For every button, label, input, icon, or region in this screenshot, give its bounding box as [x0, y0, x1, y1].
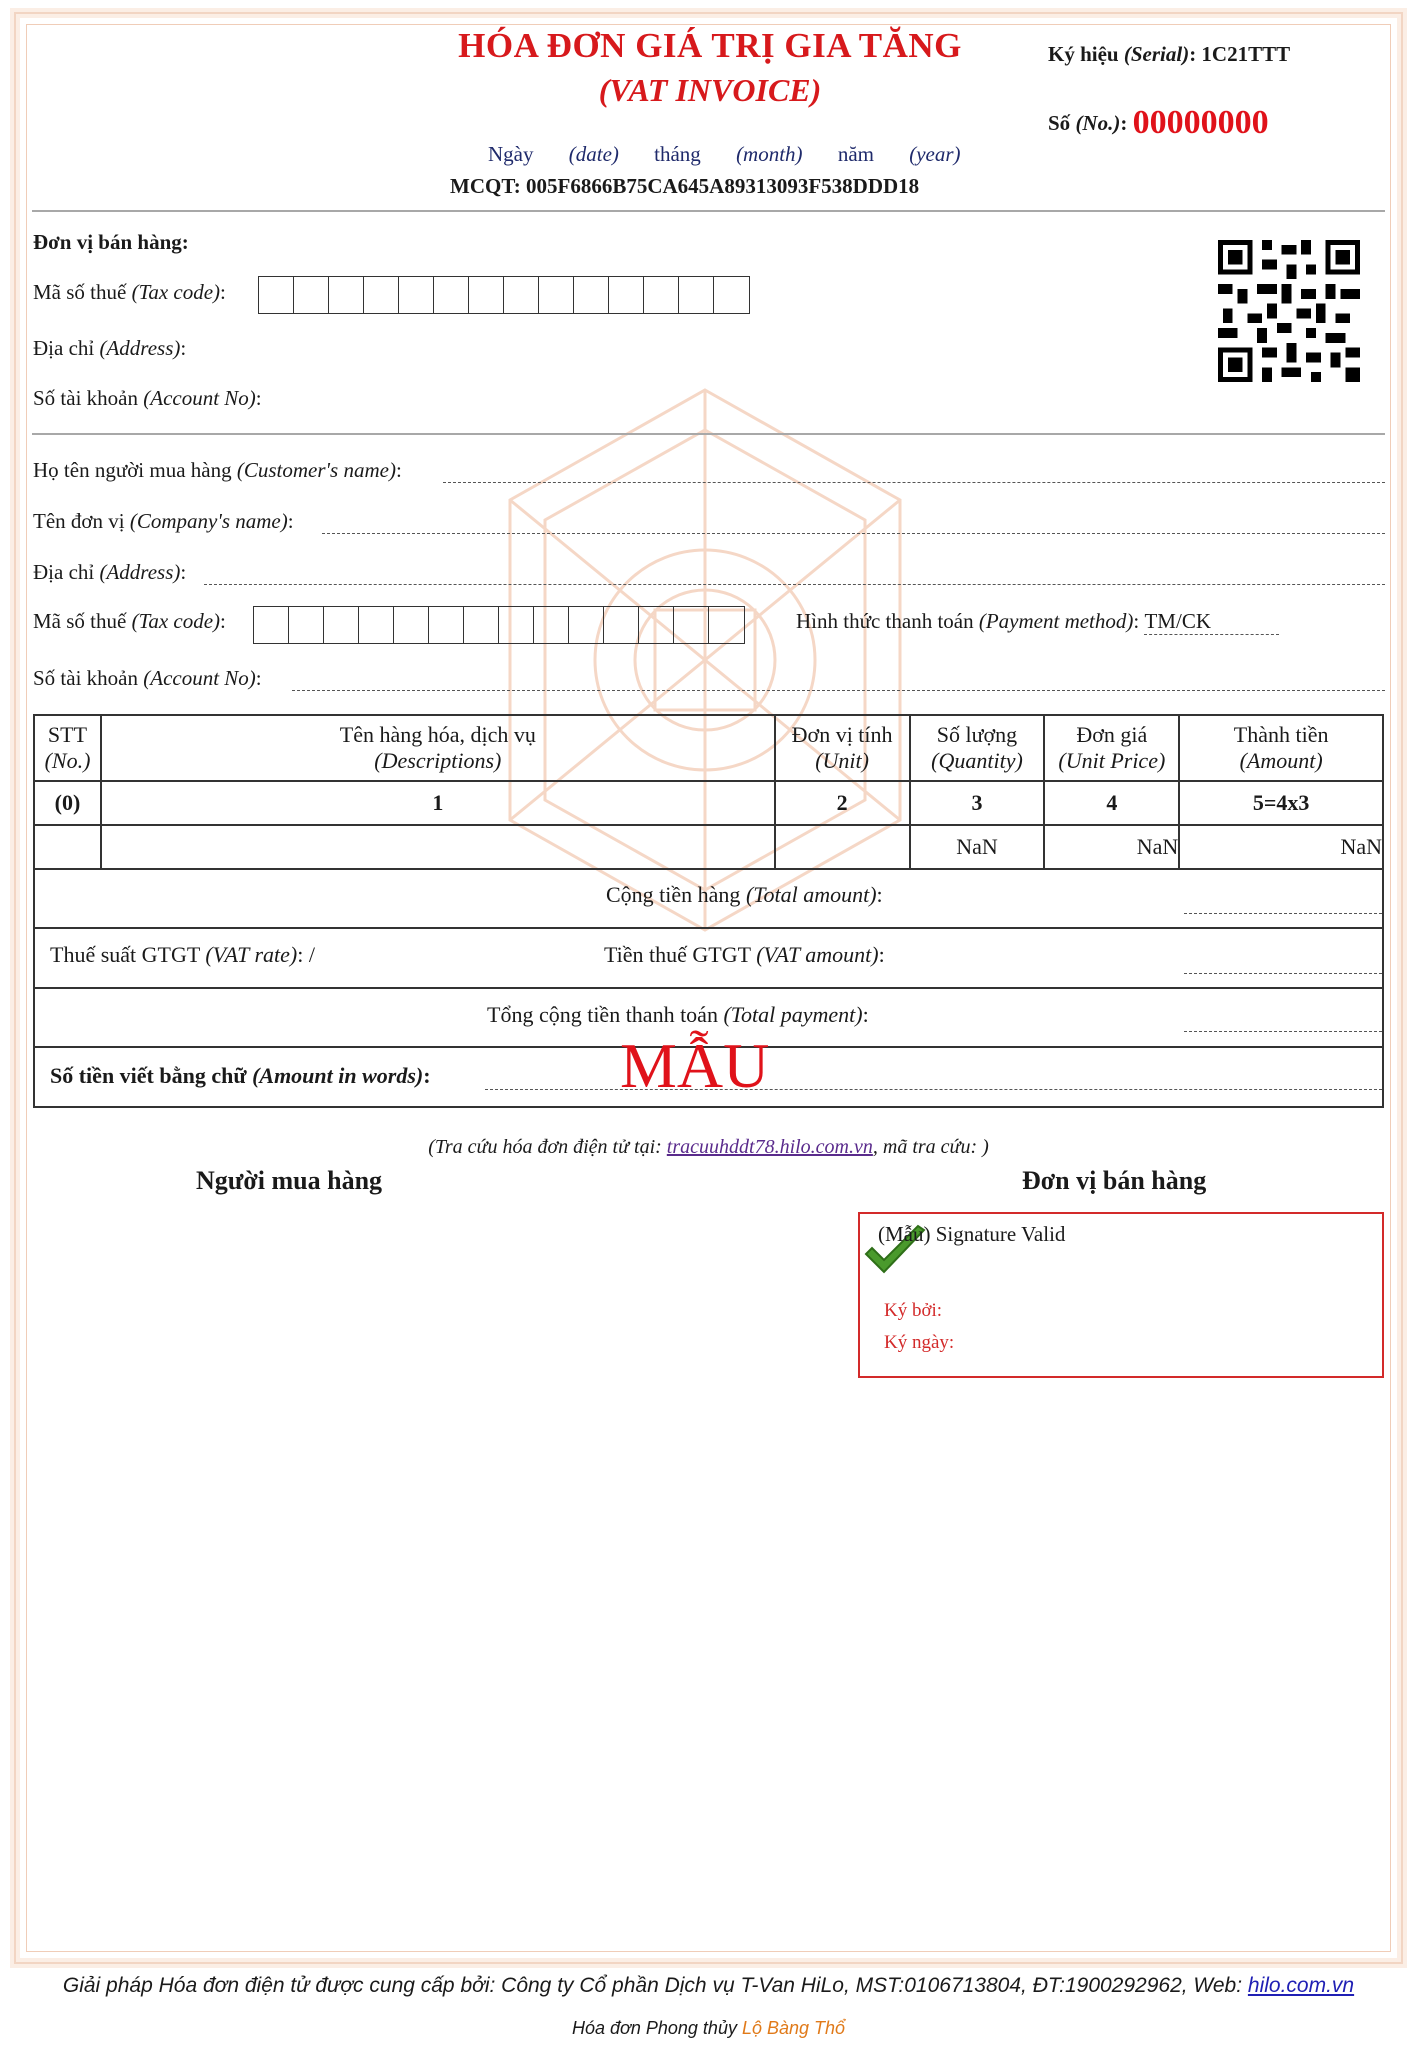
table-header-row: [34, 715, 1383, 781]
table-cell: 2: [775, 781, 910, 825]
table-cell: NaN: [1179, 825, 1383, 869]
seller-heading: Đơn vị bán hàng:: [33, 230, 189, 254]
table-row: [34, 825, 1383, 869]
table-cell: [34, 825, 101, 869]
invoice-subtitle: (VAT INVOICE): [598, 72, 822, 108]
signed-by-label: Ký bởi:: [884, 1300, 943, 1321]
column-header: Thành tiền (Amount): [1179, 715, 1383, 781]
amount-words-label: Số tiền viết bằng chữ (Amount in words):: [50, 1063, 431, 1088]
seller-tax-label: Mã số thuế (Tax code):: [33, 280, 226, 304]
column-header: Đơn vị tính (Unit): [775, 715, 910, 781]
company-name-label: Tên đơn vị (Company's name):: [33, 509, 294, 533]
column-header: STT (No.): [34, 715, 101, 781]
table-cell: 4: [1044, 781, 1179, 825]
buyer-address-label: Địa chỉ (Address):: [33, 560, 187, 584]
sample-stamp: MẪU: [620, 1030, 770, 1101]
table-cell: 1: [101, 781, 775, 825]
total-amount-value: [1184, 912, 1382, 914]
buyer-account-label: Số tài khoản (Account No):: [33, 666, 262, 690]
divider: [32, 433, 1385, 435]
total-payment-label: Tổng cộng tiền thanh toán (Total payment):: [487, 1002, 869, 1027]
buyer-account-input[interactable]: [292, 689, 1385, 691]
seller-account-label: Số tài khoản (Account No):: [33, 386, 262, 410]
buyer-tax-boxes[interactable]: [253, 606, 745, 644]
seller-tax-boxes[interactable]: [258, 276, 750, 314]
customer-name-input[interactable]: [443, 481, 1385, 483]
signed-date-label: Ký ngày:: [884, 1332, 955, 1353]
table-cell: NaN: [1044, 825, 1179, 869]
seller-address-label: Địa chỉ (Address):: [33, 336, 187, 360]
total-amount-label: Cộng tiền hàng (Total amount):: [606, 882, 883, 907]
column-header: Tên hàng hóa, dịch vụ (Descriptions): [101, 715, 775, 781]
buyer-address-input[interactable]: [204, 583, 1385, 585]
footer-subline: Hóa đơn Phong thủy Lộ Bàng Thổ: [571, 2018, 846, 2038]
lookup-link[interactable]: tracuuhddt78.hilo.com.vn: [666, 1136, 873, 1158]
vat-amount-label: Tiền thuế GTGT (VAT amount):: [604, 942, 885, 967]
provider-footer: Giải pháp Hóa đơn điện tử được cung cấp bởi: Công ty Cổ phần Dịch vụ T-Van HiLo, MST:0106713804, ĐT:1900292962, Web: hilo.com.vn: [62, 1974, 1355, 1997]
date-line: Ngày (date) tháng (month) năm (year): [488, 142, 961, 166]
qr-code: [1218, 240, 1360, 382]
signature-valid-text: (Mẫu) Signature Valid: [878, 1222, 1066, 1246]
seller-signature-heading: Đơn vị bán hàng: [1022, 1166, 1207, 1195]
serial-field: Ký hiệu (Serial): 1C21TTT: [1048, 42, 1291, 66]
vat-row: [33, 929, 1384, 989]
table-cell: 3: [910, 781, 1045, 825]
customer-name-label: Họ tên người mua hàng (Customer's name):: [33, 458, 402, 482]
invoice-number: 00000000: [1132, 104, 1269, 141]
amount-words-row: [33, 1030, 1384, 1108]
invoice-title: HÓA ĐƠN GIÁ TRỊ GIA TĂNG: [458, 26, 962, 65]
table-cell: NaN: [910, 825, 1045, 869]
table-cell: (0): [34, 781, 101, 825]
invoice-number-field: Số (No.): 00000000: [1048, 104, 1269, 141]
lookup-line: (Tra cứu hóa đơn điện tử tại: tracuuhddt78.hilo.com.vn, mã tra cứu: ): [428, 1136, 989, 1158]
buyer-tax-label: Mã số thuế (Tax code):: [33, 609, 226, 633]
vat-amount-value: [1184, 972, 1382, 974]
total-payment-value: [1184, 1030, 1382, 1032]
company-name-input[interactable]: [322, 532, 1385, 534]
divider: [32, 210, 1385, 212]
payment-method-label: Hình thức thanh toán (Payment method): TM/CK: [796, 609, 1279, 635]
signature-box: [858, 1212, 1384, 1378]
provider-link[interactable]: hilo.com.vn: [1247, 1974, 1355, 1997]
table-cell: [775, 825, 910, 869]
payment-method-value[interactable]: TM/CK: [1144, 609, 1279, 635]
table-cell: [101, 825, 775, 869]
table-cell: 5=4x3: [1179, 781, 1383, 825]
total-amount-row: [33, 868, 1384, 929]
items-table: [33, 714, 1384, 870]
table-index-row: [34, 781, 1383, 825]
column-header: Đơn giá (Unit Price): [1044, 715, 1179, 781]
column-header: Số lượng (Quantity): [910, 715, 1045, 781]
buyer-signature-heading: Người mua hàng: [196, 1166, 383, 1195]
vat-rate-label: Thuế suất GTGT (VAT rate): /: [50, 942, 315, 967]
mcqt-code: MCQT: 005F6866B75CA645A89313093F538DDD18: [450, 174, 920, 198]
